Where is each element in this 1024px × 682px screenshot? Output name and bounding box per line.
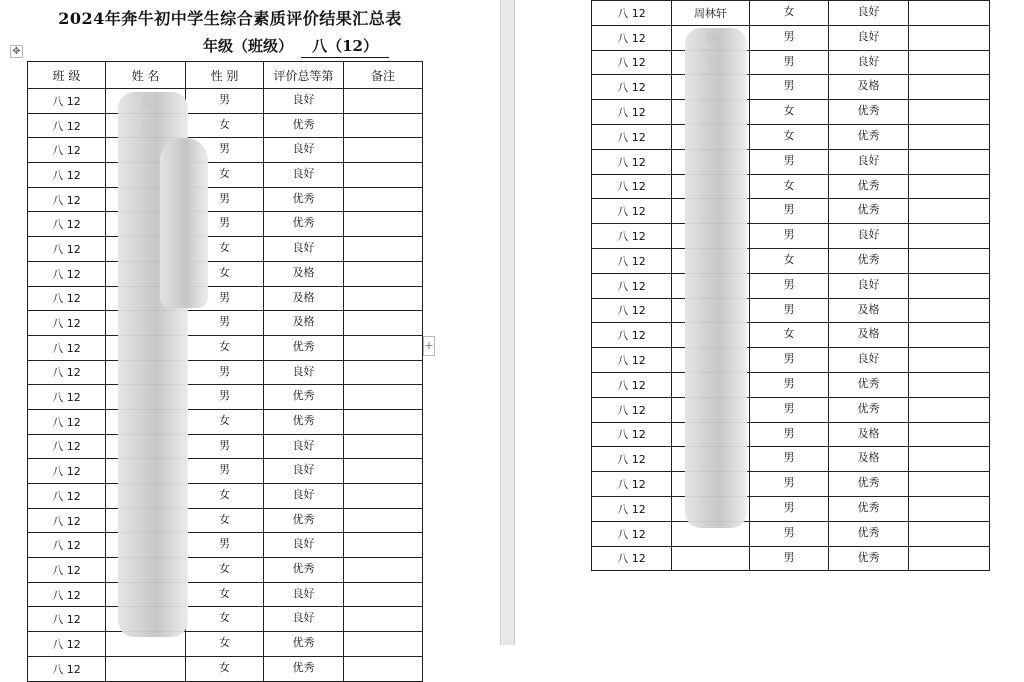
table-row — [592, 348, 990, 373]
cell-note — [344, 237, 423, 262]
cell-rating: 优秀 — [264, 335, 344, 360]
cell-gender: 男 — [750, 149, 829, 174]
table-row — [28, 212, 423, 237]
cell-class: 八 12 — [592, 224, 672, 249]
cell-rating: 优秀 — [829, 472, 909, 497]
table-row — [592, 25, 990, 50]
cell-note — [344, 632, 423, 657]
cell-rating: 良好 — [264, 138, 344, 163]
cell-note — [909, 496, 990, 521]
table-row — [592, 372, 990, 397]
cell-gender: 男 — [186, 311, 264, 336]
cell-class: 八 12 — [28, 311, 106, 336]
cell-gender: 男 — [186, 360, 264, 385]
cell-rating: 优秀 — [829, 496, 909, 521]
cell-gender: 女 — [750, 248, 829, 273]
cell-note — [909, 149, 990, 174]
cell-gender: 男 — [186, 187, 264, 212]
cell-class: 八 12 — [28, 212, 106, 237]
evaluation-table-page-2 — [591, 0, 990, 571]
table-row — [28, 261, 423, 286]
table-row — [592, 174, 990, 199]
cell-note — [909, 323, 990, 348]
cell-rating: 良好 — [264, 89, 344, 114]
table-row — [592, 149, 990, 174]
cell-class: 八 12 — [592, 25, 672, 50]
cell-class: 八 12 — [28, 484, 106, 509]
cell-gender: 男 — [186, 434, 264, 459]
cell-note — [909, 124, 990, 149]
cell-class: 八 12 — [592, 546, 672, 571]
cell-gender: 男 — [750, 298, 829, 323]
cell-gender: 男 — [186, 286, 264, 311]
cell-class: 八 12 — [28, 138, 106, 163]
table-row — [28, 632, 423, 657]
redaction-mask-page-1-extra — [160, 138, 208, 308]
cell-gender: 女 — [186, 484, 264, 509]
cell-gender: 女 — [186, 508, 264, 533]
cell-gender: 男 — [186, 533, 264, 558]
table-row — [28, 89, 423, 114]
cell-note — [909, 1, 990, 26]
table-row — [28, 385, 423, 410]
cell-note — [344, 261, 423, 286]
cell-note — [344, 138, 423, 163]
cell-rating: 优秀 — [829, 372, 909, 397]
cell-rating: 优秀 — [264, 212, 344, 237]
cell-gender: 女 — [750, 1, 829, 26]
cell-rating: 良好 — [264, 237, 344, 262]
cell-rating: 优秀 — [829, 397, 909, 422]
cell-rating: 优秀 — [264, 409, 344, 434]
cell-rating: 优秀 — [264, 187, 344, 212]
cell-class: 八 12 — [592, 199, 672, 224]
cell-rating: 优秀 — [264, 385, 344, 410]
cell-rating: 良好 — [829, 348, 909, 373]
cell-gender: 男 — [186, 385, 264, 410]
cell-note — [344, 360, 423, 385]
cell-note — [909, 521, 990, 546]
cell-class: 八 12 — [592, 50, 672, 75]
cell-rating: 及格 — [829, 75, 909, 100]
cell-gender: 女 — [750, 100, 829, 125]
cell-note — [344, 459, 423, 484]
cell-gender: 女 — [186, 656, 264, 681]
cell-gender: 男 — [750, 546, 829, 571]
table-row — [592, 447, 990, 472]
cell-rating: 良好 — [829, 273, 909, 298]
cell-class: 八 12 — [28, 656, 106, 681]
header-gender: 性 别 — [186, 62, 264, 89]
cell-note — [909, 298, 990, 323]
table-row — [592, 100, 990, 125]
cell-note — [909, 100, 990, 125]
table-row — [28, 484, 423, 509]
cell-class: 八 12 — [28, 508, 106, 533]
cell-rating: 及格 — [264, 261, 344, 286]
cell-rating: 及格 — [264, 286, 344, 311]
cell-note — [344, 335, 423, 360]
cell-rating: 及格 — [829, 323, 909, 348]
cell-rating: 良好 — [829, 149, 909, 174]
cell-rating: 优秀 — [264, 632, 344, 657]
cell-rating: 及格 — [829, 298, 909, 323]
table-row — [592, 75, 990, 100]
cell-class: 八 12 — [592, 372, 672, 397]
class-value: 八（12） — [301, 35, 389, 58]
cell-note — [344, 582, 423, 607]
cell-gender: 女 — [186, 409, 264, 434]
table-row — [28, 607, 423, 632]
cell-class: 八 12 — [28, 89, 106, 114]
table-row — [592, 273, 990, 298]
cell-note — [344, 212, 423, 237]
cell-rating: 优秀 — [829, 199, 909, 224]
cell-class: 八 12 — [28, 558, 106, 583]
cell-gender: 男 — [186, 459, 264, 484]
cell-note — [344, 163, 423, 188]
cell-note — [909, 273, 990, 298]
cell-note — [909, 546, 990, 571]
cell-gender: 女 — [186, 558, 264, 583]
cell-rating: 优秀 — [264, 113, 344, 138]
table-row — [28, 533, 423, 558]
cell-note — [909, 422, 990, 447]
table-row — [28, 335, 423, 360]
table-row — [592, 224, 990, 249]
cell-rating: 优秀 — [829, 124, 909, 149]
cell-name: 周林轩 — [672, 1, 750, 26]
cell-rating: 优秀 — [264, 508, 344, 533]
cell-rating: 优秀 — [829, 174, 909, 199]
table-row — [592, 496, 990, 521]
cell-class: 八 12 — [592, 273, 672, 298]
cell-rating: 良好 — [264, 484, 344, 509]
cell-class: 八 12 — [28, 632, 106, 657]
cell-rating: 良好 — [829, 25, 909, 50]
table-row — [592, 397, 990, 422]
cell-gender: 女 — [186, 632, 264, 657]
header-name: 姓 名 — [106, 62, 186, 89]
cell-gender: 男 — [750, 521, 829, 546]
table-row — [28, 187, 423, 212]
cell-rating: 及格 — [829, 422, 909, 447]
cell-class: 八 12 — [592, 248, 672, 273]
table-header-row — [28, 62, 423, 89]
cell-note — [344, 311, 423, 336]
table-add-row-icon[interactable]: + — [423, 336, 435, 356]
cell-note — [344, 607, 423, 632]
cell-note — [344, 508, 423, 533]
cell-class: 八 12 — [592, 174, 672, 199]
cell-rating: 优秀 — [829, 521, 909, 546]
table-row — [28, 138, 423, 163]
cell-gender: 女 — [186, 607, 264, 632]
cell-note — [909, 248, 990, 273]
cell-note — [344, 558, 423, 583]
cell-rating: 良好 — [264, 434, 344, 459]
table-row — [592, 472, 990, 497]
cell-gender: 男 — [750, 496, 829, 521]
table-row — [28, 237, 423, 262]
cell-note — [344, 89, 423, 114]
cell-class: 八 12 — [28, 582, 106, 607]
cell-rating: 优秀 — [829, 248, 909, 273]
cell-class: 八 12 — [592, 397, 672, 422]
cell-class: 八 12 — [592, 149, 672, 174]
cell-gender: 男 — [750, 50, 829, 75]
cell-note — [344, 434, 423, 459]
cell-class: 八 12 — [28, 187, 106, 212]
cell-gender: 男 — [750, 422, 829, 447]
cell-note — [909, 224, 990, 249]
cell-class: 八 12 — [592, 323, 672, 348]
cell-note — [909, 472, 990, 497]
cell-class: 八 12 — [28, 459, 106, 484]
table-row — [592, 298, 990, 323]
cell-gender: 女 — [186, 335, 264, 360]
cell-class: 八 12 — [592, 100, 672, 125]
cell-gender: 女 — [186, 113, 264, 138]
cell-note — [344, 385, 423, 410]
cell-rating: 优秀 — [264, 558, 344, 583]
cell-class: 八 12 — [592, 124, 672, 149]
cell-rating: 优秀 — [829, 546, 909, 571]
cell-class: 八 12 — [592, 422, 672, 447]
cell-note — [909, 397, 990, 422]
cell-rating: 良好 — [264, 582, 344, 607]
cell-gender: 女 — [750, 323, 829, 348]
cell-class: 八 12 — [592, 348, 672, 373]
table-row — [28, 656, 423, 681]
table-row — [28, 434, 423, 459]
table-row — [28, 311, 423, 336]
cell-note — [344, 286, 423, 311]
cell-rating: 及格 — [264, 311, 344, 336]
cell-note — [344, 113, 423, 138]
cell-class: 八 12 — [28, 286, 106, 311]
cell-gender: 男 — [750, 75, 829, 100]
cell-gender: 男 — [750, 447, 829, 472]
cell-gender: 男 — [750, 472, 829, 497]
cell-note — [909, 50, 990, 75]
cell-gender: 男 — [186, 138, 264, 163]
cell-class: 八 12 — [592, 75, 672, 100]
cell-gender: 男 — [750, 372, 829, 397]
cell-class: 八 12 — [592, 1, 672, 26]
cell-gender: 女 — [750, 174, 829, 199]
cell-rating: 良好 — [829, 224, 909, 249]
table-row — [592, 199, 990, 224]
table-row — [592, 546, 990, 571]
cell-class: 八 12 — [592, 496, 672, 521]
cell-class: 八 12 — [28, 409, 106, 434]
cell-rating: 优秀 — [264, 656, 344, 681]
cell-gender: 男 — [186, 89, 264, 114]
cell-class: 八 12 — [28, 237, 106, 262]
cell-note — [344, 533, 423, 558]
table-row — [28, 113, 423, 138]
cell-class: 八 12 — [28, 607, 106, 632]
cell-class: 八 12 — [592, 472, 672, 497]
redaction-mask-page-2 — [685, 28, 747, 528]
document-title: 2024年奔牛初中学生综合素质评价结果汇总表 — [58, 9, 402, 28]
cell-note — [909, 174, 990, 199]
table-row — [592, 50, 990, 75]
class-line — [203, 35, 389, 58]
cell-rating: 良好 — [264, 459, 344, 484]
evaluation-table-page-1 — [27, 61, 423, 682]
table-row — [592, 422, 990, 447]
table-row — [28, 286, 423, 311]
table-row — [592, 248, 990, 273]
table-row — [592, 521, 990, 546]
cell-class: 八 12 — [28, 360, 106, 385]
cell-note — [909, 199, 990, 224]
cell-gender: 女 — [186, 237, 264, 262]
cell-rating: 良好 — [264, 163, 344, 188]
table-row — [28, 582, 423, 607]
cell-gender: 男 — [750, 224, 829, 249]
cell-gender: 男 — [750, 273, 829, 298]
cell-gender: 男 — [186, 212, 264, 237]
cell-rating: 良好 — [264, 607, 344, 632]
table-row — [28, 508, 423, 533]
cell-name — [106, 656, 186, 681]
table-row — [28, 409, 423, 434]
header-rating: 评价总等第 — [264, 62, 344, 89]
cell-note — [909, 372, 990, 397]
cell-note — [909, 25, 990, 50]
cell-gender: 女 — [186, 261, 264, 286]
table-move-handle-icon[interactable]: ✥ — [10, 45, 23, 58]
cell-rating: 优秀 — [829, 100, 909, 125]
table-row — [28, 558, 423, 583]
cell-rating: 良好 — [829, 1, 909, 26]
cell-rating: 良好 — [264, 360, 344, 385]
table-row — [28, 459, 423, 484]
header-class: 班 级 — [28, 62, 106, 89]
cell-class: 八 12 — [28, 385, 106, 410]
cell-gender: 女 — [750, 124, 829, 149]
header-note: 备注 — [344, 62, 423, 89]
page-gutter — [500, 0, 515, 645]
cell-name — [672, 546, 750, 571]
cell-class: 八 12 — [28, 261, 106, 286]
class-label: 年级（班级） — [203, 37, 294, 55]
cell-gender: 女 — [186, 582, 264, 607]
cell-note — [909, 348, 990, 373]
cell-class: 八 12 — [28, 163, 106, 188]
cell-rating: 及格 — [829, 447, 909, 472]
cell-note — [344, 409, 423, 434]
cell-gender: 女 — [186, 163, 264, 188]
cell-class: 八 12 — [592, 298, 672, 323]
cell-gender: 男 — [750, 348, 829, 373]
table-row — [28, 360, 423, 385]
cell-class: 八 12 — [592, 521, 672, 546]
table-row — [592, 323, 990, 348]
cell-class: 八 12 — [28, 533, 106, 558]
cell-class: 八 12 — [28, 335, 106, 360]
cell-class: 八 12 — [592, 447, 672, 472]
cell-gender: 男 — [750, 25, 829, 50]
cell-gender: 男 — [750, 199, 829, 224]
cell-note — [909, 75, 990, 100]
cell-note — [344, 187, 423, 212]
cell-rating: 良好 — [264, 533, 344, 558]
cell-note — [344, 656, 423, 681]
table-row — [28, 163, 423, 188]
cell-note — [909, 447, 990, 472]
cell-class: 八 12 — [28, 113, 106, 138]
table-row — [592, 124, 990, 149]
cell-rating: 良好 — [829, 50, 909, 75]
cell-gender: 男 — [750, 397, 829, 422]
cell-note — [344, 484, 423, 509]
cell-class: 八 12 — [28, 434, 106, 459]
table-row — [592, 1, 990, 26]
